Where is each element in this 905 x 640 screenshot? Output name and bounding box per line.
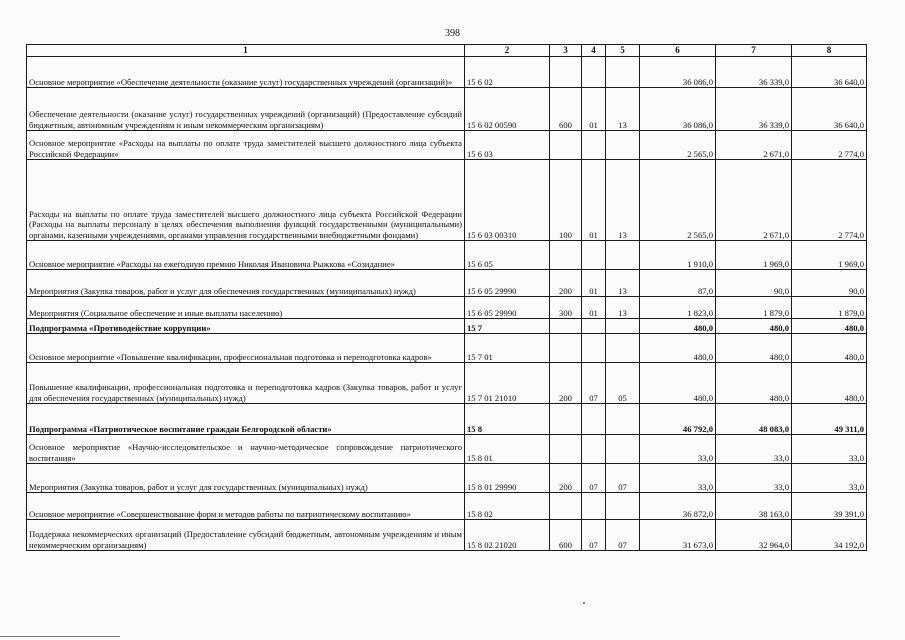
row-code: 15 7 [465,319,550,334]
row-description: Обеспечение деятельности (оказание услуг) государственных учреждений (организаций) (Предоставление субсидий бюджетным, автономным учреждениям и иным некоммерческим организациям) [27,88,465,131]
row-value-1: 87,0 [640,270,716,297]
row-value-1: 31 673,0 [640,520,716,551]
row-expense-type [550,435,582,464]
row-section: 01 [582,160,606,241]
row-value-3: 36 640,0 [792,57,867,88]
column-header: 6 [640,45,716,57]
table-row [27,297,867,319]
row-subsection [606,493,640,520]
column-header: 2 [465,45,550,57]
row-section [582,435,606,464]
row-section [582,319,606,334]
row-expense-type [550,57,582,88]
row-subsection: 05 [606,363,640,404]
row-value-3: 39 391,0 [792,493,867,520]
table-row [27,334,867,363]
table-row [27,435,867,464]
row-value-1: 2 565,0 [640,160,716,241]
row-code: 15 6 05 [465,241,550,270]
row-expense-type [550,404,582,435]
row-code: 15 8 [465,404,550,435]
row-expense-type: 200 [550,270,582,297]
row-code: 15 6 05 29990 [465,270,550,297]
row-section: 01 [582,88,606,131]
row-value-1: 480,0 [640,363,716,404]
row-subsection: 13 [606,297,640,319]
row-value-1: 36 086,0 [640,88,716,131]
row-value-2: 36 339,0 [716,88,792,131]
row-description: Подпрограмма «Патриотическое воспитание граждан Белгородской области» [27,404,465,435]
row-section [582,57,606,88]
row-value-1: 33,0 [640,435,716,464]
table-row [27,493,867,520]
row-value-3: 480,0 [792,319,867,334]
row-value-2: 33,0 [716,435,792,464]
budget-table [26,44,867,551]
table-row [27,404,867,435]
row-value-1: 480,0 [640,319,716,334]
row-description: Основное мероприятие «Повышение квалификации, профессиональная подготовка и переподготовка кадров» [27,334,465,363]
row-value-2: 1 879,0 [716,297,792,319]
row-expense-type: 100 [550,160,582,241]
row-subsection: 13 [606,88,640,131]
table-row [27,241,867,270]
row-section [582,404,606,435]
column-header: 4 [582,45,606,57]
row-description: Повышение квалификации, профессиональная подготовка и переподготовка кадров (Закупка товаров, работ и услуг для обеспечения государственных (муниципальных) нужд) [27,363,465,404]
row-value-1: 36 872,0 [640,493,716,520]
header-row [27,45,867,57]
row-value-2: 33,0 [716,464,792,493]
row-subsection: 07 [606,464,640,493]
row-subsection: 13 [606,160,640,241]
row-expense-type [550,241,582,270]
row-section [582,493,606,520]
row-code: 15 8 01 [465,435,550,464]
row-value-1: 1 910,0 [640,241,716,270]
row-subsection: 13 [606,270,640,297]
row-subsection [606,241,640,270]
column-header: 1 [27,45,465,57]
row-description: Поддержка некоммерческих организаций (Предоставление субсидий бюджетным, автономным учреждениям и иным некоммерческим организациям) [27,520,465,551]
row-subsection [606,57,640,88]
row-subsection [606,131,640,160]
row-value-3: 49 311,0 [792,404,867,435]
row-code: 15 8 02 21020 [465,520,550,551]
row-expense-type [550,131,582,160]
row-description: Подпрограмма «Противодействие коррупции» [27,319,465,334]
column-header: 5 [606,45,640,57]
row-expense-type: 200 [550,464,582,493]
row-value-2: 480,0 [716,334,792,363]
row-expense-type: 200 [550,363,582,404]
row-description: Мероприятия (Социальное обеспечение и иные выплаты населению) [27,297,465,319]
row-description: Основное мероприятие «Совершенствование форм и методов работы по патриотическому воспитанию» [27,493,465,520]
table-body [27,45,867,551]
row-value-1: 46 792,0 [640,404,716,435]
row-description: Основное мероприятие «Обеспечение деятельности (оказание услуг) государственных учреждений (организаций)» [27,57,465,88]
row-subsection [606,334,640,363]
row-expense-type: 600 [550,520,582,551]
row-value-3: 33,0 [792,435,867,464]
table-row [27,319,867,334]
row-code: 15 6 02 00590 [465,88,550,131]
row-value-2: 32 964,0 [716,520,792,551]
row-value-3: 33,0 [792,464,867,493]
row-expense-type [550,493,582,520]
row-expense-type [550,334,582,363]
row-value-1: 36 086,0 [640,57,716,88]
row-code: 15 6 05 29990 [465,297,550,319]
row-section: 07 [582,520,606,551]
table-row [27,88,867,131]
table-row [27,363,867,404]
row-value-2: 36 339,0 [716,57,792,88]
scan-speck [583,602,585,604]
table-row [27,520,867,551]
row-description: Основное мероприятие «Расходы на выплаты по оплате труда заместителей высшего должностного лица субъекта Российской Федерации» [27,131,465,160]
row-expense-type [550,319,582,334]
row-code: 15 6 03 [465,131,550,160]
row-code: 15 7 01 21010 [465,363,550,404]
row-section [582,241,606,270]
row-value-1: 1 823,0 [640,297,716,319]
row-description: Расходы на выплаты по оплате труда заместителей высшего должностного лица субъекта Российской Федерации (Расходы на выплаты персоналу в целях обеспечения выполнения функций государственными (муниципальными) органами, казенными учреждениями, органами управления государственными внебюджетными фондами) [27,160,465,241]
row-value-2: 1 969,0 [716,241,792,270]
row-value-2: 48 083,0 [716,404,792,435]
row-value-3: 2 774,0 [792,131,867,160]
row-section: 07 [582,363,606,404]
row-description: Основное мероприятие «Расходы на ежегодную премию Николая Ивановича Рыжкова «Созидание» [27,241,465,270]
column-header: 8 [792,45,867,57]
table-row [27,57,867,88]
row-subsection [606,435,640,464]
table-row [27,160,867,241]
row-value-3: 480,0 [792,334,867,363]
page-number: 398 [445,28,460,39]
row-value-1: 2 565,0 [640,131,716,160]
row-value-3: 90,0 [792,270,867,297]
row-value-1: 33,0 [640,464,716,493]
row-value-1: 480,0 [640,334,716,363]
row-code: 15 6 02 [465,57,550,88]
table-row [27,464,867,493]
table-row [27,131,867,160]
row-subsection [606,319,640,334]
row-code: 15 6 03 00310 [465,160,550,241]
row-code: 15 7 01 [465,334,550,363]
row-description: Основное мероприятие «Научно-исследовательское и научно-методическое сопровождение патриотического воспитания» [27,435,465,464]
row-description: Мероприятия (Закупка товаров, работ и услуг для обеспечения государственных (муниципальных) нужд) [27,270,465,297]
row-section: 07 [582,464,606,493]
row-section [582,131,606,160]
table-row [27,270,867,297]
row-expense-type: 300 [550,297,582,319]
row-value-3: 2 774,0 [792,160,867,241]
row-code: 15 8 02 [465,493,550,520]
row-value-3: 34 192,0 [792,520,867,551]
row-value-2: 2 671,0 [716,131,792,160]
row-section: 01 [582,270,606,297]
row-subsection: 07 [606,520,640,551]
row-expense-type: 600 [550,88,582,131]
row-value-3: 1 879,0 [792,297,867,319]
footer-line [0,636,120,637]
row-value-3: 36 640,0 [792,88,867,131]
column-header: 3 [550,45,582,57]
column-header: 7 [716,45,792,57]
row-value-2: 480,0 [716,363,792,404]
row-value-3: 480,0 [792,363,867,404]
row-value-2: 90,0 [716,270,792,297]
row-value-2: 480,0 [716,319,792,334]
row-value-2: 38 163,0 [716,493,792,520]
row-section [582,334,606,363]
row-value-2: 2 671,0 [716,160,792,241]
row-subsection [606,404,640,435]
row-description: Мероприятия (Закупка товаров, работ и услуг для государственных (муниципальных) нужд) [27,464,465,493]
row-value-3: 1 969,0 [792,241,867,270]
row-code: 15 8 01 29990 [465,464,550,493]
row-section: 01 [582,297,606,319]
